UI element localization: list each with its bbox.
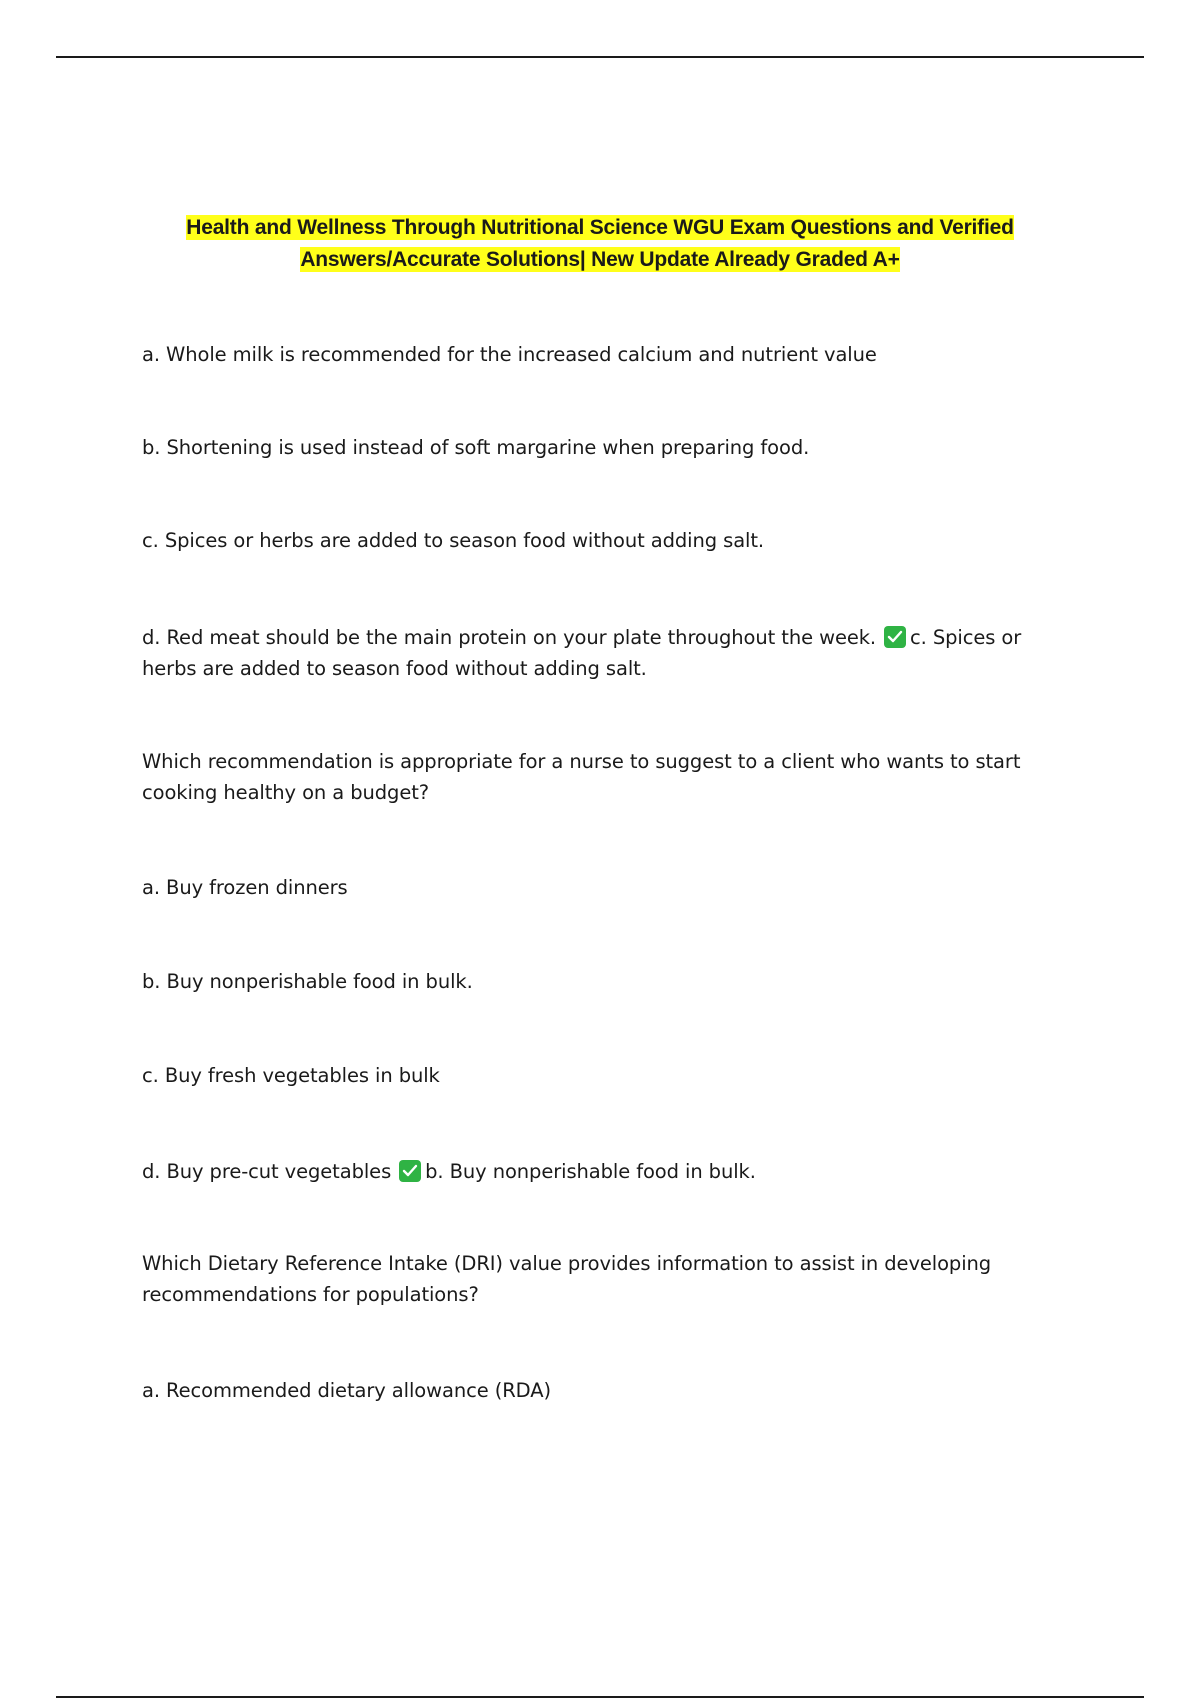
- q2-option-c: c. Buy fresh vegetables in bulk: [142, 1064, 440, 1087]
- header-rule: [56, 56, 1144, 58]
- q1-answer: c. Spices or herbs are added to season food without adding salt.: [142, 626, 1022, 680]
- document-title: [140, 212, 1060, 276]
- footer-rule: [56, 1696, 1144, 1698]
- check-mark-icon: [399, 1160, 421, 1182]
- q2-question: Which recommendation is appropriate for a nurse to suggest to a client who wants to start cooking healthy on a budget?: [142, 750, 1021, 804]
- title-line-1: Health and Wellness Through Nutritional Science WGU Exam Questions and Verified: [186, 216, 1014, 239]
- q3-question: Which Dietary Reference Intake (DRI) value provides information to assist in developing recommendations for populations?: [142, 1252, 992, 1306]
- check-mark-icon: [884, 626, 906, 648]
- q1-option-d: d. Red meat should be the main protein on your plate throughout the week.: [142, 626, 877, 649]
- q3-option-a: a. Recommended dietary allowance (RDA): [142, 1379, 551, 1402]
- q2-option-d: d. Buy pre-cut vegetables: [142, 1160, 392, 1183]
- q2-option-a: a. Buy frozen dinners: [142, 876, 348, 899]
- q2-answer: b. Buy nonperishable food in bulk.: [425, 1160, 756, 1183]
- q2-option-d-with-answer: [142, 1156, 1042, 1187]
- q1-option-b: b. Shortening is used instead of soft margarine when preparing food.: [142, 436, 810, 459]
- q2-option-b: b. Buy nonperishable food in bulk.: [142, 970, 473, 993]
- q1-option-a: a. Whole milk is recommended for the increased calcium and nutrient value: [142, 343, 877, 366]
- q1-option-d-with-answer: [142, 622, 1042, 684]
- title-line-2: Answers/Accurate Solutions| New Update Already Graded A+: [300, 248, 900, 271]
- q1-option-c: c. Spices or herbs are added to season food without adding salt.: [142, 529, 764, 552]
